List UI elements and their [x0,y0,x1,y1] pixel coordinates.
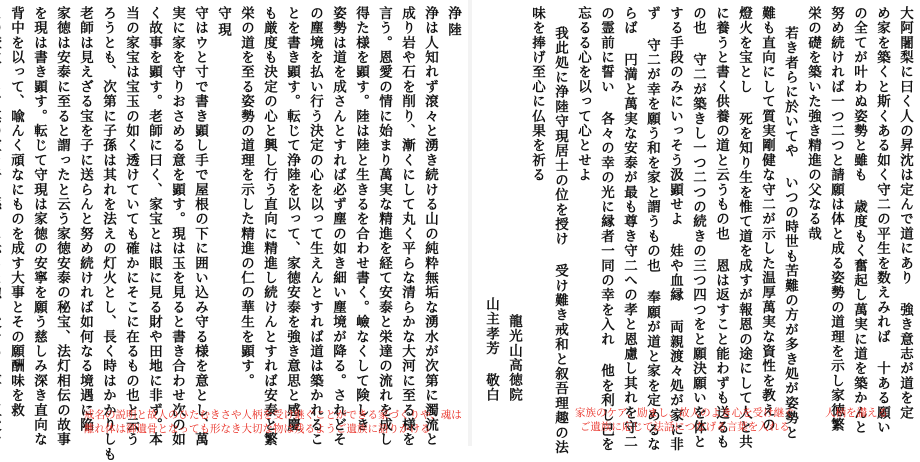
text-column: 実に家を守りおさめる意を顕す。現は玉を見ると書き合わせ次の如 [169,6,185,447]
text-column: も厳度も決定の心と興し行う直向に精進し続けんとすれば安泰と繁 [261,6,277,447]
right-annotation-character-text: 人柄を讃える [825,407,888,419]
section-heading: 浄陸 [445,6,461,39]
text-column: 栄の礎を築いた強き精進の父なる哉 [805,6,821,242]
text-column: ず 守二が幸を願う和を家と謂うもの也 奉願が道と家を定めるな [644,6,660,452]
text-column: する手段のみにいっそう汲顕せよ 娃や血縁 両親渡々処が家に非 [667,6,683,452]
text-column: の也 守二が築きし一つ二つの続きの三つ四つをと願決願いを体と [690,6,706,450]
text-column: 努め続ければ一つ二つと請願は体と成る姿勢の道理を示し家徳繁 [828,6,844,433]
text-column: 忘るる心を以って心とせよ [575,6,591,183]
left-annotation [84,408,462,436]
text-column: 浄は人知れず滾々と湧き続ける山の純粋無垢な湧水が次第に濁流と [422,6,438,447]
text-column: 当の家宝は宝玉の如く透けていても確かにそこに在るもの也と云う [123,6,139,447]
right-page [472,0,920,455]
right-annotation-family-care-text: 家族のケア、励まし、故人のよき心を受け継ぐ ご遺族に応じて法話につなげる言葉を入れる [575,407,795,433]
text-column: 大阿闍梨に曰く人の昇沈は定んで道にあり 強き意志が道を定 [897,6,913,421]
right-annotation-family-care [575,406,795,434]
text-column: 味を捧げ至心に仏果を祈る [529,6,545,183]
text-column: 難も直向にして質実剛健な守二が示した温厚萬実な資性を教えの [759,6,775,433]
text-column: 守はウと寸で書き顕し手で屋根の下に囲い込み守る様を意とし、萬 [192,6,208,447]
text-column: 背中を以って、喩んく頑なにものを成す大事とその願酬味を救 [8,6,24,418]
left-annotation-text: 戒名の説明と故人のひたむきさや人柄を受け継ぐことができる家づくりや、魂は 離れ体は御遺骨となっても形なき大切な物は残るようご遺族に語りかける [84,409,462,435]
text-column: 燈火を宝とし 死を知り生を惟て道を成すが報恩の途にして人と共 [736,6,752,450]
text-column: に養うと書く供養の道と云うもの也 恩は返すこと能わずも送るも [713,6,729,450]
text-column: 成り岩や石を削り、漸くにして丸く平らな清らかな大河に至る様を [399,6,415,447]
text-column: く故事を顕す。老師に曰く、家宝とは眼に見る財や田地に非ず。本 [146,6,162,447]
text-column: らば 円満と萬実な安泰が最も尊き守二への孝と恩慮し其れを守二 [621,6,637,450]
text-column: とを書き顕す。転じて浄陸を以って、家徳安泰を強き意思と感慶 [284,6,300,433]
text-column: の全てが叶わぬ姿勢と雖も 歳度もく奮起し萬実に道を築かんと [851,6,867,435]
text-column: の塵境を払い行う決定の心を以って生えんとすれば道は築かれるこ [307,6,323,447]
text-column: 家徳は安泰に至ると謂ったと云う家徳安泰の秘宝、法灯相伝の故事 [54,6,70,447]
text-column: 姿勢は道を成さんとすれば必ず塵の如き細い塵境が降る。されどそ [330,6,346,447]
text-column: め家を築くと斯くある如く守二の平生を数えみれば 十ある願い [874,6,890,435]
text-column: 言う。恩愛の情に始まり萬実な精進を経て安泰と栄達の流れを成し [376,6,392,447]
text-column: 我此処に浄陸守現居士の位を授け 受け難き戒和と叙吾理趣の法 [552,26,568,455]
right-annotation-character [825,406,888,420]
text-column: 老師は見えざる宝を子に送らんと努め続ければ如何なる境遇に陥 [77,6,93,433]
text-column: の霊前に誓い 各々の幸の光に縁者一同の幸を入れ 他を利し己を [598,6,614,453]
signature-line: 山主孝芳 敬白 [483,296,499,402]
text-column: ろうとも、次第に子孫は其れを法えの灯火とし、長く時はかかりしも [100,6,116,462]
text-column: を現は書き顕す。転じて守現は家徳の安寧を願う慈しみ深き直向な [31,6,47,447]
text-column: 若き者らに於いてや いつの時世も苦難の方が多き処が姿勢と [782,26,798,441]
text-column: 得た様を顕す。陸は陸と生きるを合わせ書く。嶮なくして険しき [353,6,369,433]
section-heading: 守現 [215,6,231,39]
signature-line: 龍光山高徳院 [506,313,522,402]
text-column [0,6,4,402]
text-column: 栄の道を至る姿勢の道理を示した精進の仁の華生を顕す。 [238,6,254,389]
